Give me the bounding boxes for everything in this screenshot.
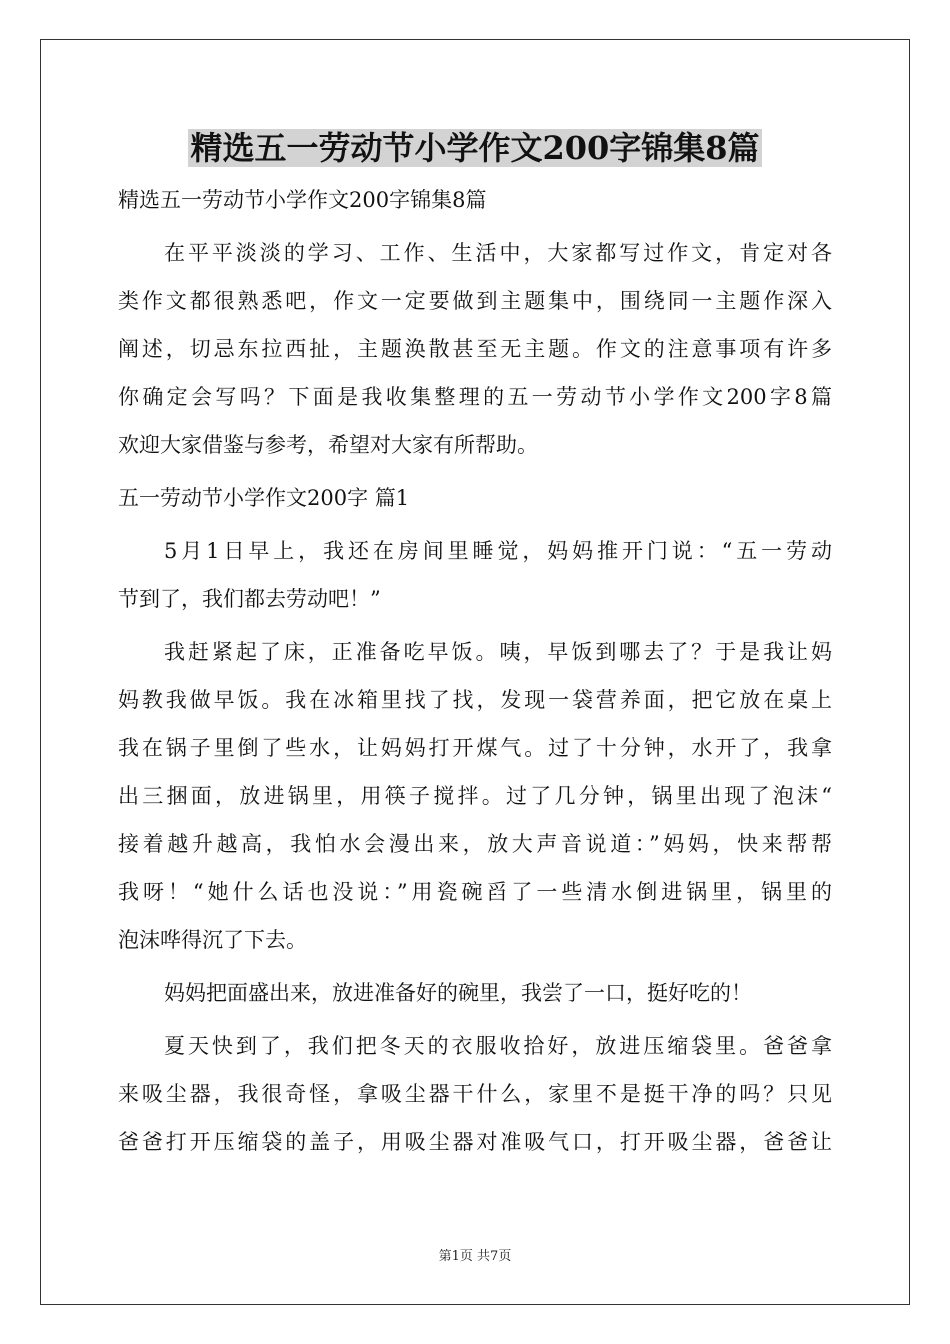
- intro-line: 你确定会写吗？下面是我收集整理的五一劳动节小学作文200字8篇: [118, 385, 832, 409]
- intro-line: 在平平淡淡的学习、工作、生活中，大家都写过作文，肯定对各: [164, 241, 832, 265]
- paragraph-line: 爸爸打开压缩袋的盖子，用吸尘器对准吸气口，打开吸尘器，爸爸让: [118, 1130, 832, 1154]
- paragraph-line: 夏天快到了，我们把冬天的衣服收拾好，放进压缩袋里。爸爸拿: [164, 1034, 832, 1058]
- body-paragraph: [118, 632, 832, 960]
- intro-line: 类作文都很熟悉吧，作文一定要做到主题集中，围绕同一主题作深入: [118, 289, 832, 313]
- paragraph-line: 我呀！“她什么话也没说：”用瓷碗舀了一些清水倒进锅里，锅里的: [118, 880, 832, 904]
- section-heading: 五一劳动节小学作文200字 篇1: [118, 486, 410, 510]
- paragraph-line: 来吸尘器，我很奇怪，拿吸尘器干什么，家里不是挺干净的吗？只见: [118, 1082, 832, 1106]
- body-paragraph: [118, 973, 832, 1013]
- intro-paragraph: [118, 233, 832, 465]
- paragraph-line: 我在锅子里倒了些水，让妈妈打开煤气。过了十分钟，水开了，我拿: [118, 736, 832, 760]
- paragraph-line: 我赶紧起了床，正准备吃早饭。咦，早饭到哪去了？于是我让妈: [164, 640, 832, 664]
- body-paragraph: [118, 531, 832, 619]
- document-title: [0, 126, 950, 170]
- paragraph-line: 妈妈把面盛出来，放进准备好的碗里，我尝了一口，挺好吃的！: [164, 981, 752, 1005]
- intro-line: 欢迎大家借鉴与参考，希望对大家有所帮助。: [118, 433, 538, 457]
- paragraph-line: 接着越升越高，我怕水会漫出来，放大声音说道：”妈妈，快来帮帮: [118, 832, 832, 856]
- paragraph-line: 5月1日早上，我还在房间里睡觉，妈妈推开门说：“五一劳动: [164, 539, 832, 563]
- body-paragraph: [118, 1026, 832, 1162]
- paragraph-line: 妈教我做早饭。我在冰箱里找了找，发现一袋营养面，把它放在桌上: [118, 688, 832, 712]
- paragraph-line: 出三捆面，放进锅里，用筷子搅拌。过了几分钟，锅里出现了泡沫“: [118, 784, 832, 808]
- intro-line: 阐述，切忌东拉西扯，主题涣散甚至无主题。作文的注意事项有许多: [118, 337, 832, 361]
- document-body: [118, 180, 832, 1162]
- paragraph-line: 节到了，我们都去劳动吧！”: [118, 587, 381, 611]
- document-title-text: 精选五一劳动节小学作文200字锦集8篇: [190, 129, 760, 167]
- paragraph-line: 泡沫哗得沉了下去。: [118, 928, 307, 952]
- subtitle-line: 精选五一劳动节小学作文200字锦集8篇: [118, 188, 487, 212]
- page-footer: 第1页 共7页: [438, 1249, 512, 1264]
